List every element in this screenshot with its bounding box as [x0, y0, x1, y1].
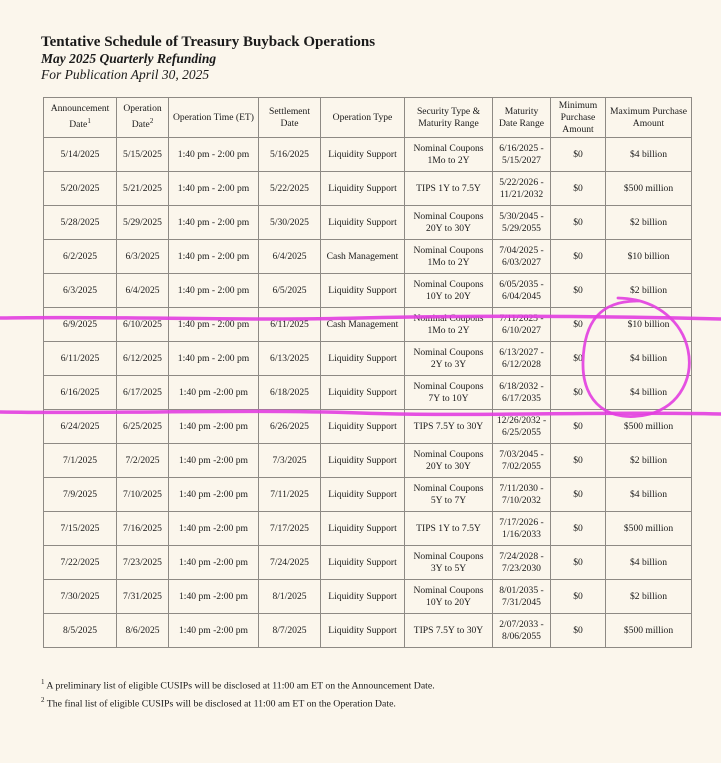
table-cell: $0: [551, 274, 606, 308]
table-cell: Liquidity Support: [321, 138, 405, 172]
table-cell: 7/9/2025: [44, 478, 117, 512]
table-cell: 7/17/2025: [259, 512, 321, 546]
footnote-1: $^1$ A preliminary list of eligible CUSIPs will be disclosed at 11:00 am ET on the Announcement Date.: [41, 678, 435, 692]
table-row: [44, 274, 692, 308]
footnote-2: $^2$ The final list of eligible CUSIPs will be disclosed at 11:00 am ET on the Operation Date.: [41, 696, 396, 710]
table-row: [44, 342, 692, 376]
column-header: Operation Date$^2$: [117, 98, 169, 138]
table-cell: 5/28/2025: [44, 206, 117, 240]
table-cell: 8/1/2025: [259, 580, 321, 614]
table-cell: 7/3/2025: [259, 444, 321, 478]
table-cell: Liquidity Support: [321, 172, 405, 206]
table-cell: $0: [551, 206, 606, 240]
table-cell: Liquidity Support: [321, 546, 405, 580]
table-cell: $0: [551, 138, 606, 172]
table-cell: 7/31/2025: [117, 580, 169, 614]
table-cell: 6/11/2025: [44, 342, 117, 376]
table-cell: 6/05/2035 - 6/04/2045: [493, 274, 551, 308]
table-cell: 1:40 pm - 2:00 pm: [169, 240, 259, 274]
table-cell: $10 billion: [606, 308, 692, 342]
column-header: Minimum Purchase Amount: [551, 98, 606, 138]
table-cell: Liquidity Support: [321, 444, 405, 478]
table-cell: 5/21/2025: [117, 172, 169, 206]
table-cell: $0: [551, 478, 606, 512]
table-cell: Liquidity Support: [321, 614, 405, 648]
table-cell: 1:40 pm -2:00 pm: [169, 546, 259, 580]
table-cell: Nominal Coupons 2Y to 3Y: [405, 342, 493, 376]
table-cell: $0: [551, 172, 606, 206]
table-cell: 1:40 pm -2:00 pm: [169, 512, 259, 546]
table-cell: 1:40 pm -2:00 pm: [169, 478, 259, 512]
table-cell: $500 million: [606, 614, 692, 648]
table-cell: TIPS 7.5Y to 30Y: [405, 410, 493, 444]
table-cell: 7/10/2025: [117, 478, 169, 512]
document-title: Tentative Schedule of Treasury Buyback Operations: [41, 34, 376, 50]
table-cell: $4 billion: [606, 342, 692, 376]
table-cell: 1:40 pm -2:00 pm: [169, 410, 259, 444]
table-cell: 7/22/2025: [44, 546, 117, 580]
table-cell: $500 million: [606, 512, 692, 546]
table-cell: Liquidity Support: [321, 410, 405, 444]
table-cell: $0: [551, 308, 606, 342]
table-cell: 1:40 pm - 2:00 pm: [169, 206, 259, 240]
table-cell: 6/4/2025: [259, 240, 321, 274]
table-row: [44, 444, 692, 478]
table-cell: 7/24/2028 - 7/23/2030: [493, 546, 551, 580]
table-cell: 7/24/2025: [259, 546, 321, 580]
table-cell: 6/9/2025: [44, 308, 117, 342]
table-cell: 2/07/2033 - 8/06/2055: [493, 614, 551, 648]
table-cell: 1:40 pm - 2:00 pm: [169, 274, 259, 308]
table-cell: Liquidity Support: [321, 342, 405, 376]
table-cell: TIPS 7.5Y to 30Y: [405, 614, 493, 648]
table-cell: 7/15/2025: [44, 512, 117, 546]
table-cell: 6/26/2025: [259, 410, 321, 444]
table-row: [44, 580, 692, 614]
publication-date: For Publication April 30, 2025: [41, 67, 210, 82]
table-cell: 7/11/2030 - 7/10/2032: [493, 478, 551, 512]
table-row: [44, 546, 692, 580]
table-cell: $4 billion: [606, 478, 692, 512]
table-cell: 8/6/2025: [117, 614, 169, 648]
table-cell: $4 billion: [606, 138, 692, 172]
table-cell: 1:40 pm - 2:00 pm: [169, 342, 259, 376]
column-header: Operation Type: [321, 98, 405, 138]
table-cell: 5/16/2025: [259, 138, 321, 172]
table-cell: 6/12/2025: [117, 342, 169, 376]
table-cell: Liquidity Support: [321, 376, 405, 410]
table-cell: 6/13/2027 - 6/12/2028: [493, 342, 551, 376]
table-cell: $500 million: [606, 172, 692, 206]
table-cell: Nominal Coupons 1Mo to 2Y: [405, 240, 493, 274]
table-cell: $0: [551, 512, 606, 546]
column-header: Operation Time (ET): [169, 98, 259, 138]
table-cell: 5/15/2025: [117, 138, 169, 172]
table-cell: 6/18/2032 - 6/17/2035: [493, 376, 551, 410]
column-header: Maturity Date Range: [493, 98, 551, 138]
buyback-schedule-table: [43, 97, 692, 648]
table-cell: Nominal Coupons 10Y to 20Y: [405, 274, 493, 308]
table-cell: Cash Management: [321, 240, 405, 274]
table-cell: 12/26/2032 - 6/25/2055: [493, 410, 551, 444]
table-cell: 7/03/2045 - 7/02/2055: [493, 444, 551, 478]
table-cell: 1:40 pm - 2:00 pm: [169, 308, 259, 342]
table-cell: Nominal Coupons 5Y to 7Y: [405, 478, 493, 512]
table-cell: 6/24/2025: [44, 410, 117, 444]
table-cell: Liquidity Support: [321, 206, 405, 240]
table-cell: 5/29/2025: [117, 206, 169, 240]
document-header: [41, 34, 375, 83]
table-cell: TIPS 1Y to 7.5Y: [405, 172, 493, 206]
table-cell: 7/11/2025: [259, 478, 321, 512]
table-cell: $2 billion: [606, 206, 692, 240]
table-cell: $0: [551, 342, 606, 376]
table-row: [44, 172, 692, 206]
table-cell: 6/11/2025: [259, 308, 321, 342]
table-cell: Nominal Coupons 10Y to 20Y: [405, 580, 493, 614]
table-cell: 1:40 pm -2:00 pm: [169, 376, 259, 410]
table-cell: 5/30/2045 - 5/29/2055: [493, 206, 551, 240]
table-row: [44, 240, 692, 274]
table-cell: $2 billion: [606, 274, 692, 308]
table-cell: 6/16/2025: [44, 376, 117, 410]
table-row: [44, 410, 692, 444]
table-cell: 6/10/2025: [117, 308, 169, 342]
table-cell: 6/25/2025: [117, 410, 169, 444]
table-cell: Nominal Coupons 20Y to 30Y: [405, 444, 493, 478]
table-cell: 7/30/2025: [44, 580, 117, 614]
document-subtitle: May 2025 Quarterly Refunding: [41, 51, 217, 66]
table-cell: 5/22/2025: [259, 172, 321, 206]
table-cell: Nominal Coupons 1Mo to 2Y: [405, 308, 493, 342]
table-cell: 6/13/2025: [259, 342, 321, 376]
table-row: [44, 376, 692, 410]
table-cell: 1:40 pm - 2:00 pm: [169, 138, 259, 172]
table-cell: Liquidity Support: [321, 512, 405, 546]
table-cell: 6/2/2025: [44, 240, 117, 274]
table-cell: 5/20/2025: [44, 172, 117, 206]
table-cell: 6/3/2025: [117, 240, 169, 274]
table-cell: $0: [551, 376, 606, 410]
table-cell: 1:40 pm -2:00 pm: [169, 580, 259, 614]
table-cell: Nominal Coupons 3Y to 5Y: [405, 546, 493, 580]
table-cell: 7/17/2026 - 1/16/2033: [493, 512, 551, 546]
table-row: [44, 614, 692, 648]
table-cell: Nominal Coupons 20Y to 30Y: [405, 206, 493, 240]
table-cell: $0: [551, 580, 606, 614]
table-cell: $10 billion: [606, 240, 692, 274]
table-cell: 5/30/2025: [259, 206, 321, 240]
table-cell: 5/14/2025: [44, 138, 117, 172]
table-cell: 8/7/2025: [259, 614, 321, 648]
table-cell: $4 billion: [606, 376, 692, 410]
table-cell: 6/17/2025: [117, 376, 169, 410]
table-cell: Nominal Coupons 1Mo to 2Y: [405, 138, 493, 172]
table-cell: $2 billion: [606, 580, 692, 614]
table-cell: 7/04/2025 - 6/03/2027: [493, 240, 551, 274]
table-cell: $0: [551, 410, 606, 444]
footnotes: [41, 675, 435, 712]
table-cell: $0: [551, 546, 606, 580]
table-body: [44, 138, 692, 648]
table-cell: 8/5/2025: [44, 614, 117, 648]
table-cell: 7/16/2025: [117, 512, 169, 546]
column-header: Security Type & Maturity Range: [405, 98, 493, 138]
table-cell: 8/01/2035 - 7/31/2045: [493, 580, 551, 614]
table-cell: Liquidity Support: [321, 274, 405, 308]
column-header: Settlement Date: [259, 98, 321, 138]
table-cell: 1:40 pm -2:00 pm: [169, 614, 259, 648]
table-cell: $2 billion: [606, 444, 692, 478]
table-cell: $0: [551, 614, 606, 648]
table-cell: $4 billion: [606, 546, 692, 580]
table-cell: 7/2/2025: [117, 444, 169, 478]
table-cell: 6/16/2025 - 5/15/2027: [493, 138, 551, 172]
table-cell: 1:40 pm -2:00 pm: [169, 444, 259, 478]
table-cell: 7/23/2025: [117, 546, 169, 580]
table-cell: 7/1/2025: [44, 444, 117, 478]
table-cell: 7/11/2025 - 6/10/2027: [493, 308, 551, 342]
table-row: [44, 478, 692, 512]
table-cell: 6/4/2025: [117, 274, 169, 308]
table-cell: 5/22/2026 - 11/21/2032: [493, 172, 551, 206]
table-cell: Nominal Coupons 7Y to 10Y: [405, 376, 493, 410]
table-cell: $500 million: [606, 410, 692, 444]
column-header: Maximum Purchase Amount: [606, 98, 692, 138]
table-row: [44, 206, 692, 240]
table-row: [44, 512, 692, 546]
table-header-row: [44, 98, 692, 138]
table-cell: 1:40 pm - 2:00 pm: [169, 172, 259, 206]
table-cell: TIPS 1Y to 7.5Y: [405, 512, 493, 546]
table-row: [44, 308, 692, 342]
table-cell: 6/3/2025: [44, 274, 117, 308]
table-cell: 6/18/2025: [259, 376, 321, 410]
table-cell: Liquidity Support: [321, 478, 405, 512]
column-header: Announcement Date$^1$: [44, 98, 117, 138]
table-cell: $0: [551, 444, 606, 478]
table-cell: Liquidity Support: [321, 580, 405, 614]
table-row: [44, 138, 692, 172]
table-cell: 6/5/2025: [259, 274, 321, 308]
table-cell: $0: [551, 240, 606, 274]
table-cell: Cash Management: [321, 308, 405, 342]
